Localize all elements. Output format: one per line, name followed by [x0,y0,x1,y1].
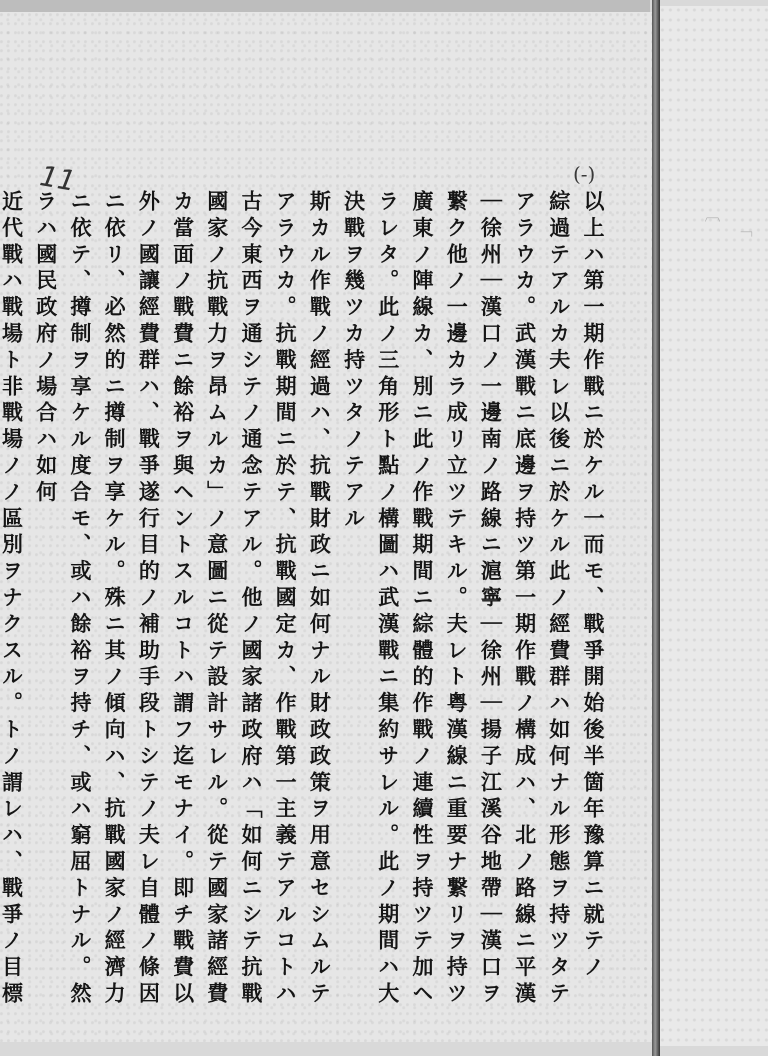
text-line: ニ依テ、撙制ヲ享ケル度合モ、或ハ餘裕ヲ持チ、或ハ窮屈トナル。然 [67,190,93,1009]
page-binding-edge [652,0,660,1056]
text-line: ラハ國民政府ノ場合ハ如何 [33,190,59,507]
vertical-text-body [0,190,610,1009]
page-number: 11 [37,159,79,198]
text-line: アラウカ。抗戰期間ニ於テ、抗戰國定カ、作戰第一主義テアルコトハ [273,190,299,1009]
text-line: カ當面ノ戰費ニ餘裕ヲ與ヘントスルコトハ謂フ迄モナイ。即チ戰費以 [170,190,196,1009]
scan-top-border [0,0,650,12]
text-line: 決戰ヲ幾ツカ持ツタノテアル [341,190,367,534]
text-line: 外ノ國讓經費群ハ、戰爭遂行目的ノ補助手段トシテノ夫レ自體ノ條因 [136,190,162,1009]
text-line: アラウカ。武漢戰ニ底邊ヲ持ツ第一期作戰ノ構成ハ、北ノ路線ニ平漢 [512,190,538,1009]
section-mark: (-) [573,162,596,186]
text-line: 古今東西ヲ通シテノ通念テアル。他ノ國家諸政府ハ「如何ニシテ抗戰 [238,190,264,1009]
bleed-through-glyph: 「 [734,221,753,237]
text-line: 以上ハ第一期作戰ニ於ケル一而モ、戰爭開始後半箇年豫算ニ就テノ [581,190,606,982]
adjacent-page [660,6,768,1046]
text-line: 廣東ノ陣線カ、別ニ此ノ作戰期間ニ綜體的作戰ノ連續性ヲ持ツテ加ヘ [409,190,435,1009]
text-line: 近代戰ハ戰場ト非戰場ノノ區別ヲナクスル。トノ謂レハ、戰爭ノ目標 [0,190,25,1009]
text-line: 斯カル作戰ノ經過ハ、抗戰財政ニ如何ナル財政政策ヲ用意セシムルテ [307,190,333,1009]
document-page [0,12,653,1042]
text-line: 綜過テアルカ夫レ以後ニ於ケル此ノ經費群ハ如何ナル形態ヲ持ツタテ [546,190,572,1009]
text-line: 繋ク他ノ一邊カラ成リ立ツテキル。夫レト粤漢線ニ重要ナ繋リヲ持ツ [444,190,470,1009]
bleed-through-glyph: 〔 [702,206,721,222]
text-line: ｜徐州｜漢口ノ一邊南ノ路線ニ滬寧｜徐州｜揚子江溪谷地帶｜漢口ヲ [478,190,504,1009]
text-line: ニ依リ、必然的ニ撙制ヲ享ケル。殊ニ其ノ傾向ハ、抗戰國家ノ經濟力 [102,190,128,1009]
text-line: 國家ノ抗戰力ヲ昂ムルカ」ノ意圖ニ從テ設計サレル。從テ國家諸經費 [204,190,230,1009]
text-line: ラレタ。此ノ三角形ト點ノ構圖ハ武漢戰ニ集約サレル。此ノ期間ハ大 [375,190,401,1009]
